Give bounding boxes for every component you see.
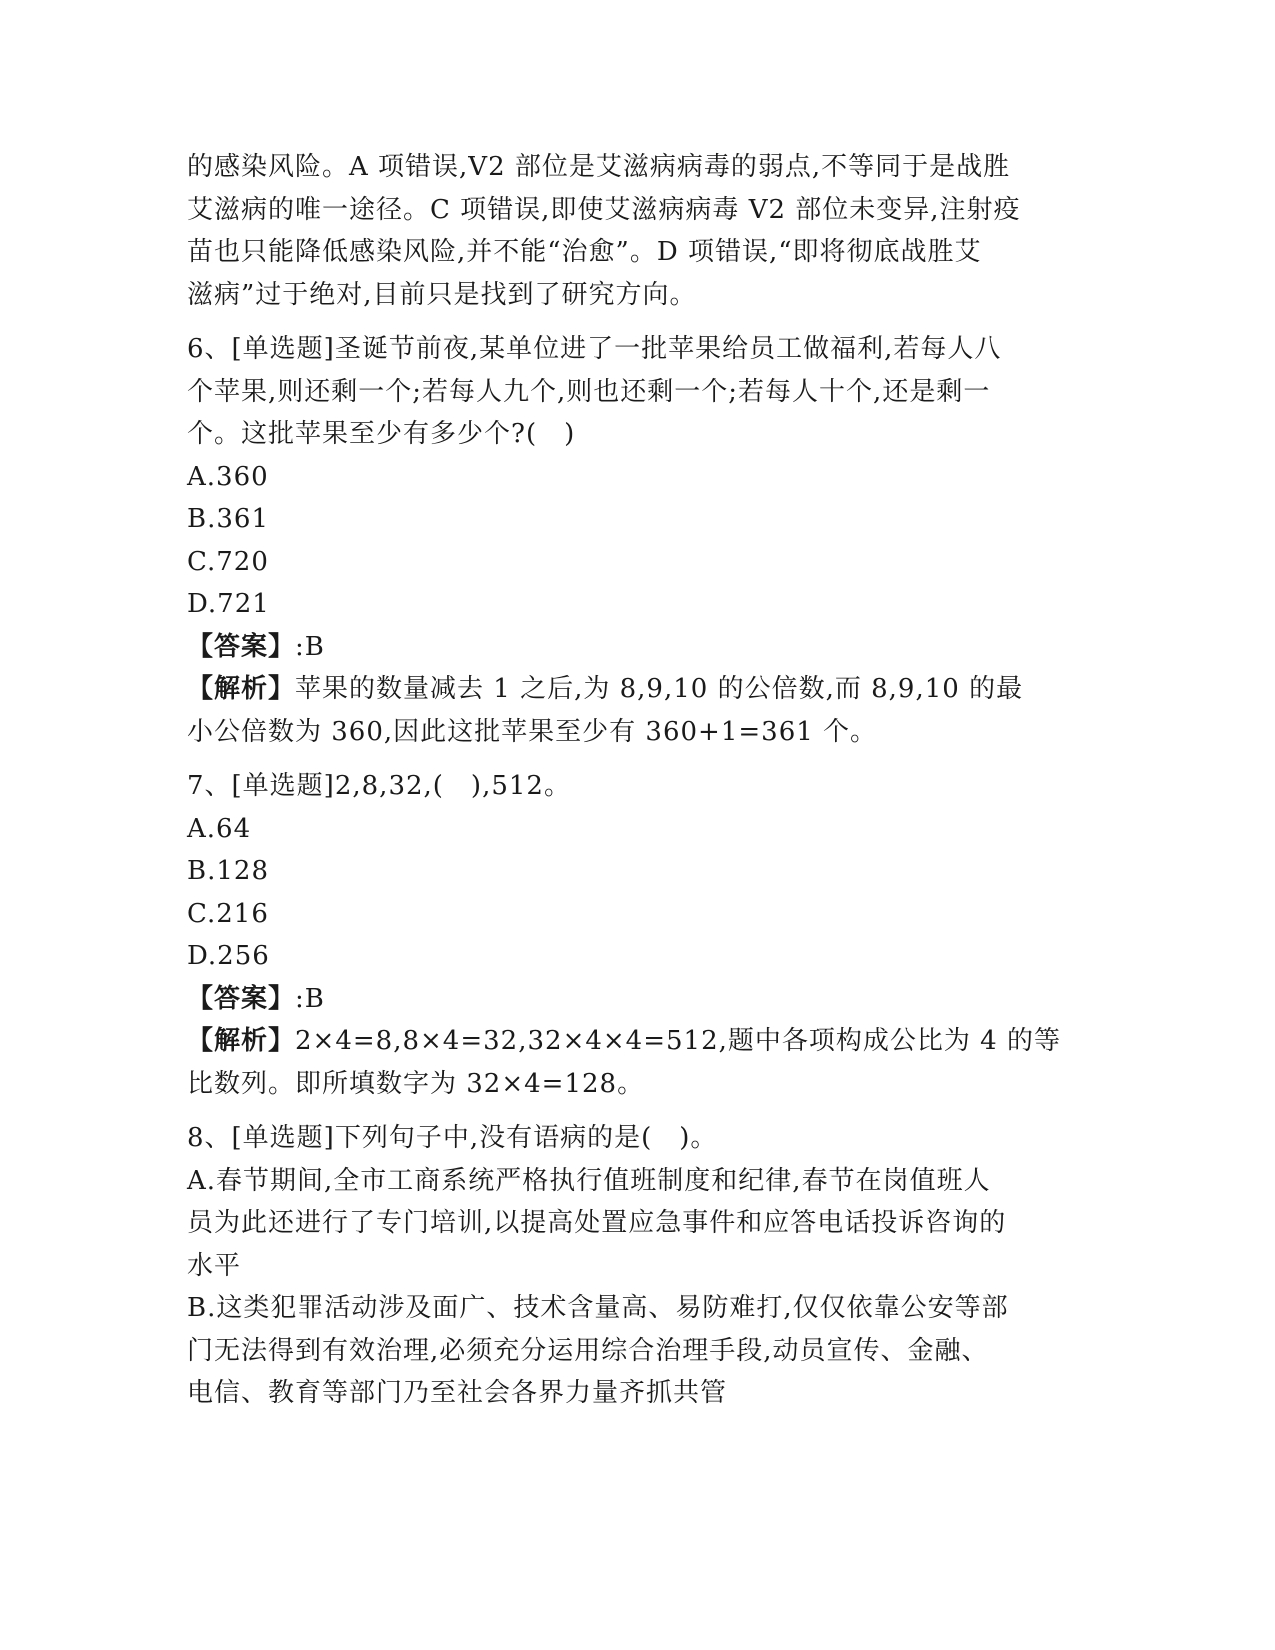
analysis-label: 【解析】 — [187, 1026, 296, 1056]
spacer — [187, 316, 1087, 328]
option-b: 电信、教育等部门乃至社会各界力量齐抓共管 — [187, 1378, 728, 1408]
option-a: 员为此还进行了专门培训,以提高处置应急事件和应答电话投诉咨询的 — [187, 1208, 1007, 1238]
question-text: 个苹果,则还剩一个;若每人九个,则也还剩一个;若每人十个,还是剩一 — [187, 376, 991, 407]
question-text: 6、[单选题]圣诞节前夜,某单位进了一批苹果给员工做福利,若每人八 — [187, 334, 1002, 364]
document-page — [187, 146, 1087, 1415]
option-b: 门无法得到有效治理,必须充分运用综合治理手段,动员宣传、金融、 — [187, 1335, 989, 1366]
answer-value: :B — [295, 631, 325, 662]
answer-value: :B — [295, 983, 325, 1014]
analysis-line — [187, 668, 1087, 711]
option-b: B.128 — [187, 856, 269, 886]
intro-paragraph — [187, 146, 1087, 316]
option-b: B.361 — [187, 504, 269, 534]
option-d: D.721 — [187, 589, 270, 619]
question-text: 8、[单选题]下列句子中,没有语病的是( )。 — [187, 1123, 718, 1153]
analysis-label: 【解析】 — [187, 674, 296, 704]
question-8 — [187, 1117, 1087, 1415]
analysis-text: 苹果的数量减去 1 之后,为 8,9,10 的公倍数,而 8,9,10 的最 — [295, 674, 1024, 704]
question-6 — [187, 328, 1087, 753]
question-text: 7、[单选题]2,8,32,( ),512。 — [187, 771, 571, 801]
text-line: 的感染风险。A 项错误,V2 部位是艾滋病病毒的弱点,不等同于是战胜 — [187, 152, 1011, 182]
analysis-text: 比数列。即所填数字为 32×4=128。 — [187, 1068, 645, 1099]
spacer — [187, 1105, 1087, 1117]
option-d: D.256 — [187, 941, 270, 971]
analysis-text: 2×4=8,8×4=32,32×4×4=512,题中各项构成公比为 4 的等 — [295, 1026, 1061, 1056]
option-a: 水平 — [187, 1250, 242, 1281]
analysis-line — [187, 1020, 1087, 1063]
spacer — [187, 753, 1087, 765]
option-a: A.春节期间,全市工商系统严格执行值班制度和纪律,春节在岗值班人 — [187, 1165, 991, 1196]
option-b: B.这类犯罪活动涉及面广、技术含量高、易防难打,仅仅依靠公安等部 — [187, 1293, 1009, 1323]
option-a: A.64 — [187, 813, 252, 844]
answer-label: 【答案】 — [187, 983, 296, 1014]
question-7 — [187, 765, 1087, 1105]
text-line: 苗也只能降低感染风险,并不能“治愈”。D 项错误,“即将彻底战胜艾 — [187, 237, 982, 267]
answer-line — [187, 626, 1087, 669]
text-line: 滋病”过于绝对,目前只是找到了研究方向。 — [187, 279, 697, 310]
answer-line — [187, 978, 1087, 1021]
option-c: C.216 — [187, 898, 269, 929]
answer-label: 【答案】 — [187, 631, 296, 662]
option-c: C.720 — [187, 546, 269, 577]
text-line: 艾滋病的唯一途径。C 项错误,即使艾滋病病毒 V2 部位未变异,注射疫 — [187, 194, 1021, 225]
option-a: A.360 — [187, 461, 269, 492]
analysis-text: 小公倍数为 360,因此这批苹果至少有 360+1=361 个。 — [187, 716, 878, 747]
question-text: 个。这批苹果至少有多少个?( ) — [187, 419, 576, 449]
